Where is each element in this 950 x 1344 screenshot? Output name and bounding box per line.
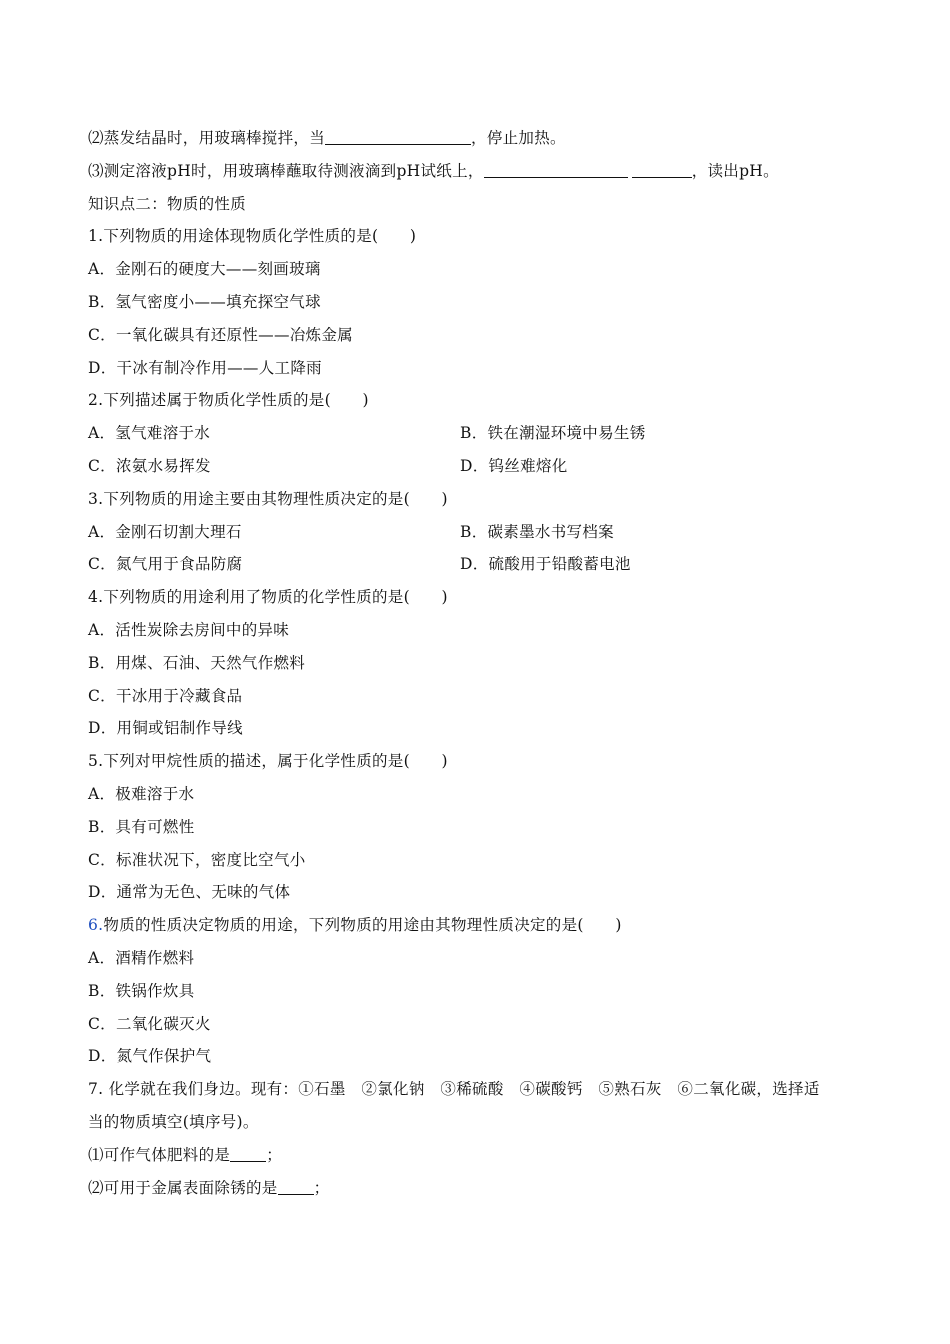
line-text: ，停止加热。 xyxy=(471,129,566,147)
fill-line-fertilizer xyxy=(88,1139,868,1172)
option-d: D．氮气作保护气 xyxy=(88,1047,212,1066)
answer-blank[interactable] xyxy=(632,159,692,178)
question-stem xyxy=(88,909,868,942)
question-stem: 5.下列对甲烷性质的描述，属于化学性质的是( ) xyxy=(88,752,448,771)
option-a: A．酒精作燃料 xyxy=(88,948,195,967)
question-number: 6. xyxy=(88,916,104,935)
line-text: ，读出pH。 xyxy=(691,161,779,180)
option-b: B．铁在潮湿环境中易生锈 xyxy=(460,424,646,443)
option-a: A．氢气难溶于水 xyxy=(88,424,211,443)
fill-line-evaporation xyxy=(88,122,868,155)
option-row xyxy=(88,417,868,450)
answer-blank[interactable] xyxy=(484,159,628,178)
question-text: 物质的性质决定物质的用途，下列物质的用途由其物理性质决定的是( ) xyxy=(103,916,622,935)
fill-line-rust-removal xyxy=(88,1172,868,1205)
option-a: A．金刚石切割大理石 xyxy=(88,522,242,541)
answer-blank[interactable] xyxy=(230,1143,266,1162)
option-c: C．浓氨水易挥发 xyxy=(88,456,211,475)
line-text: ⑴可作气体肥料的是 xyxy=(88,1145,231,1164)
option-row xyxy=(88,450,868,483)
document-page xyxy=(88,122,868,1204)
option-row xyxy=(88,548,868,581)
question-stem: 4.下列物质的用途利用了物质的化学性质的是( ) xyxy=(88,588,448,607)
option-c: C．标准状况下，密度比空气小 xyxy=(88,850,306,869)
option-d: D．用铜或铝制作导线 xyxy=(88,719,243,738)
option-b: B．氢气密度小——填充探空气球 xyxy=(88,292,321,311)
option-b: B．具有可燃性 xyxy=(88,817,195,836)
option-c: C．干冰用于冷藏食品 xyxy=(88,686,243,705)
option-b: B．铁锅作炊具 xyxy=(88,981,195,1000)
question-stem: 7. 化学就在我们身边。现有：①石墨 ②氯化钠 ③稀硫酸 ④碳酸钙 ⑤熟石灰 ⑥二氧化碳，选择适 xyxy=(88,1080,820,1099)
option-d: D．硫酸用于铅酸蓄电池 xyxy=(460,555,631,574)
option-c: C．氮气用于食品防腐 xyxy=(88,555,243,574)
option-b: B．碳素墨水书写档案 xyxy=(460,522,614,541)
answer-blank[interactable] xyxy=(278,1176,314,1195)
option-b: B．用煤、石油、天然气作燃料 xyxy=(88,653,306,672)
option-d: D．干冰有制冷作用——人工降雨 xyxy=(88,358,322,377)
line-text: ； xyxy=(313,1178,330,1197)
answer-blank[interactable] xyxy=(325,126,471,145)
option-c: C．一氧化碳具有还原性——冶炼金属 xyxy=(88,325,353,344)
option-a: A．极难溶于水 xyxy=(88,784,195,803)
option-a: A．金刚石的硬度大——刻画玻璃 xyxy=(88,260,321,279)
option-c: C．二氧化碳灭火 xyxy=(88,1014,211,1033)
question-stem: 3.下列物质的用途主要由其物理性质决定的是( ) xyxy=(88,489,448,508)
question-stem: 2.下列描述属于物质化学性质的是( ) xyxy=(88,391,369,410)
question-stem-continued: 当的物质填空(填序号)。 xyxy=(88,1112,259,1131)
fill-line-ph xyxy=(88,155,868,188)
line-text: ⑶测定溶液pH时，用玻璃棒蘸取待测液滴到pH试纸上， xyxy=(88,161,484,180)
line-text: ⑵蒸发结晶时，用玻璃棒搅拌，当 xyxy=(88,129,326,147)
line-text: ⑵可用于金属表面除锈的是 xyxy=(88,1178,278,1197)
section-heading: 知识点二：物质的性质 xyxy=(88,194,247,213)
option-a: A．活性炭除去房间中的异味 xyxy=(88,620,290,639)
option-d: D．钨丝难熔化 xyxy=(460,456,568,475)
option-d: D．通常为无色、无味的气体 xyxy=(88,883,291,902)
line-text: ； xyxy=(266,1145,283,1164)
question-stem: 1.下列物质的用途体现物质化学性质的是( ) xyxy=(88,227,417,246)
option-row xyxy=(88,516,868,549)
